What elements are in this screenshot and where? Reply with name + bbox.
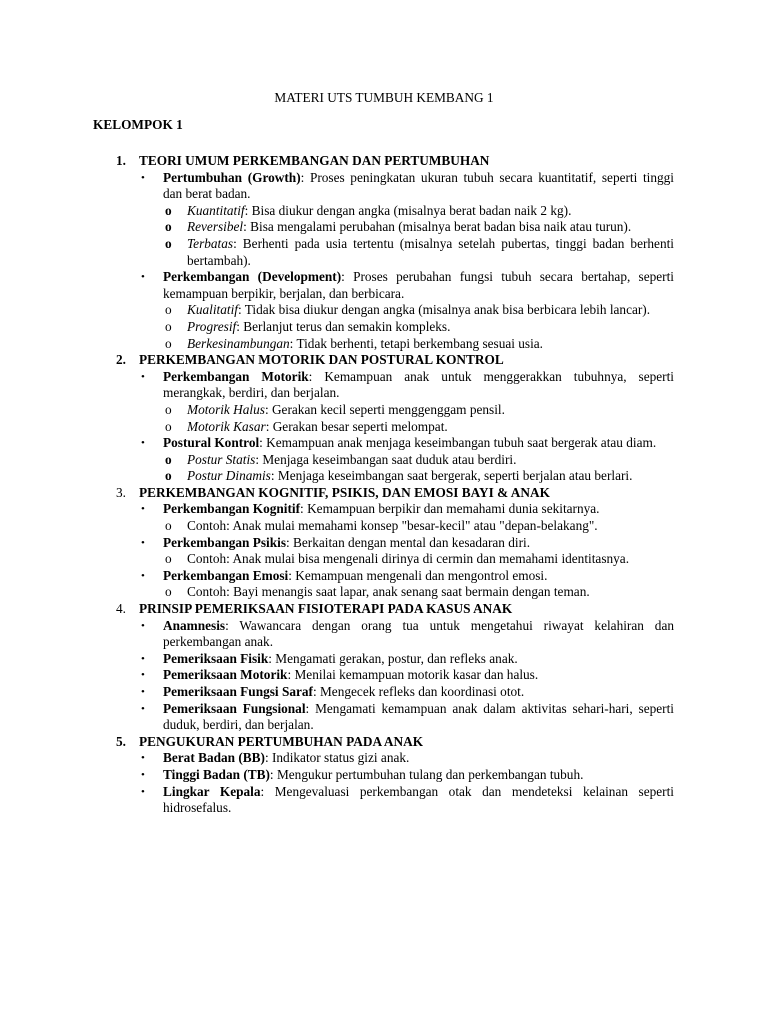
- sub-bullet-marker: o: [165, 468, 172, 484]
- item-term: Pemeriksaan Fisik: [163, 650, 269, 666]
- bullet-marker: •: [141, 171, 145, 184]
- sub-bullet-marker: o: [165, 451, 172, 467]
- section-number: 4.: [116, 601, 126, 617]
- item-term: Lingkar Kepala: [163, 783, 261, 799]
- section-title: PERKEMBANGAN MOTORIK DAN POSTURAL KONTROL: [139, 352, 504, 368]
- sub-bullet-marker: o: [165, 335, 172, 351]
- item-description: : Berkaitan dengan mental dan kesadaran diri.: [286, 534, 531, 550]
- sub-item-description: Contoh: Anak mulai memahami konsep "besar-kecil" atau "depan-belakang".: [187, 518, 598, 534]
- item-description: : Mengevaluasi perkembangan otak dan mendeteksi kelainan seperti hidrosefalus.: [163, 783, 674, 816]
- item-description: : Wawancara dengan orang tua untuk mengetahui riwayat kelahiran dan perkembangan anak.: [163, 617, 674, 650]
- sub-item-description: : Berhenti pada usia tertentu (misalnya setelah pubertas, tinggi badan berhenti bertambah).: [187, 235, 674, 268]
- sub-bullet-marker: o: [165, 418, 172, 434]
- item-description: : Proses perubahan fungsi tubuh secara bertahap, seperti kemampuan berpikir, berjalan, dan berbicara.: [163, 269, 674, 301]
- section-title: PRINSIP PEMERIKSAAN FISIOTERAPI PADA KASUS ANAK: [139, 601, 513, 617]
- sub-bullet-list: [163, 452, 674, 485]
- sub-item-term: Progresif: [187, 318, 237, 334]
- sub-bullet-item: [163, 236, 674, 269]
- section-number: 2.: [116, 352, 126, 368]
- item-description: : Kemampuan anak untuk menggerakkan tubuhnya, seperti merangkak, berdiri, dan berjalan.: [163, 368, 674, 401]
- group-heading: KELOMPOK 1: [93, 117, 183, 132]
- bullet-marker: •: [141, 271, 145, 284]
- sub-item-description: : Bisa diukur dengan angka (misalnya berat badan naik 2 kg).: [244, 202, 572, 218]
- sub-item-term: Postur Dinamis: [187, 468, 271, 484]
- item-term: Pertumbuhan (Growth): [163, 169, 301, 185]
- sub-item-term: Berkesinambungan: [187, 335, 290, 351]
- item-description: : Indikator status gizi anak.: [264, 750, 410, 766]
- sub-bullet-item: [163, 203, 674, 220]
- sub-bullet-item: [163, 402, 674, 419]
- bullet-marker: •: [141, 652, 145, 665]
- sub-item-description: : Berlanjut terus dan semakin kompleks.: [236, 318, 451, 334]
- sub-bullet-marker: o: [165, 235, 172, 251]
- sub-bullet-item: [163, 336, 674, 353]
- item-description: : Kemampuan mengenali dan mengontrol emosi.: [288, 567, 548, 583]
- section-item: [93, 153, 674, 352]
- sub-item-description: : Tidak bisa diukur dengan angka (misalnya anak bisa berbicara lebih lancar).: [237, 302, 651, 318]
- sub-item-description: Contoh: Anak mulai bisa mengenali dirinya di cermin dan memahami identitasnya.: [187, 551, 630, 567]
- bullet-item: [139, 651, 674, 668]
- item-term: Anamnesis: [163, 617, 226, 633]
- sub-bullet-item: [163, 219, 674, 236]
- item-term: Perkembangan Emosi: [163, 567, 289, 583]
- sub-bullet-item: [163, 518, 674, 535]
- section-number: 5.: [116, 733, 126, 749]
- bullet-item: [139, 435, 674, 485]
- item-term: Pemeriksaan Motorik: [163, 667, 288, 683]
- bullet-item: [139, 501, 674, 534]
- bullet-list: [139, 369, 674, 485]
- bullet-marker: •: [141, 370, 145, 383]
- item-term: Perkembangan Psikis: [163, 534, 287, 550]
- sub-bullet-item: [163, 584, 674, 601]
- sub-item-description: : Gerakan kecil seperti menggenggam pensil.: [264, 401, 505, 417]
- sub-item-term: Motorik Halus: [187, 401, 265, 417]
- bullet-list: [139, 618, 674, 734]
- sub-item-term: Motorik Kasar: [187, 418, 266, 434]
- item-term: Perkembangan Motorik: [163, 368, 309, 384]
- bullet-list: [139, 170, 674, 353]
- item-term: Postural Kontrol: [163, 435, 260, 451]
- bullet-item: [139, 667, 674, 684]
- bullet-item: [139, 269, 674, 352]
- item-description: : Mengukur pertumbuhan tulang dan perkembangan tubuh.: [269, 766, 584, 782]
- item-description: : Menilai kemampuan motorik kasar dan halus.: [287, 667, 539, 683]
- section-item: [93, 601, 674, 734]
- sub-bullet-marker: o: [165, 551, 172, 567]
- item-description: : Kemampuan anak menjaga keseimbangan tubuh saat bergerak atau diam.: [259, 435, 657, 451]
- item-term: Tinggi Badan (TB): [163, 766, 270, 782]
- bullet-item: [139, 767, 674, 784]
- sub-bullet-list: [163, 302, 674, 352]
- bullet-item: [139, 369, 674, 435]
- bullet-item: [139, 701, 674, 734]
- bullet-marker: •: [141, 669, 145, 682]
- sub-bullet-item: [163, 302, 674, 319]
- bullet-list: [139, 750, 674, 816]
- section-item: [93, 734, 674, 817]
- sub-item-description: : Menjaga keseimbangan saat duduk atau berdiri.: [255, 451, 517, 467]
- bullet-item: [139, 618, 674, 651]
- bullet-list: [139, 501, 674, 601]
- bullet-marker: •: [141, 503, 145, 516]
- sub-item-description: : Bisa mengalami perubahan (misalnya berat badan bisa naik atau turun).: [243, 219, 632, 235]
- sub-bullet-item: [163, 419, 674, 436]
- sub-item-term: Postur Statis: [187, 451, 256, 467]
- sub-bullet-list: [163, 518, 674, 535]
- section-item: [93, 352, 674, 485]
- bullet-marker: •: [141, 686, 145, 698]
- sub-bullet-item: [163, 468, 674, 485]
- bullet-item: [139, 535, 674, 568]
- bullet-marker: •: [141, 785, 145, 798]
- sub-bullet-marker: o: [165, 584, 172, 600]
- item-term: Perkembangan (Development): [163, 269, 342, 285]
- sub-item-description: : Tidak berhenti, tetapi berkembang sesuai usia.: [289, 335, 544, 351]
- sub-bullet-item: [163, 551, 674, 568]
- section-list: [93, 153, 674, 817]
- sub-item-description: : Gerakan besar seperti melompat.: [265, 418, 448, 434]
- sub-bullet-marker: o: [165, 202, 172, 218]
- item-description: : Kemampuan berpikir dan memahami dunia sekitarnya.: [300, 501, 600, 517]
- bullet-item: [139, 684, 674, 701]
- bullet-marker: •: [141, 536, 145, 549]
- section-number: 1.: [116, 153, 126, 168]
- item-description: : Mengecek refleks dan koordinasi otot.: [312, 684, 525, 699]
- item-term: Pemeriksaan Fungsional: [163, 700, 306, 716]
- section-title: TEORI UMUM PERKEMBANGAN DAN PERTUMBUHAN: [139, 153, 490, 168]
- sub-bullet-list: [163, 203, 674, 269]
- document-body: [93, 153, 674, 817]
- sub-bullet-marker: o: [165, 401, 172, 417]
- bullet-item: [139, 784, 674, 817]
- bullet-marker: •: [141, 768, 145, 781]
- item-term: Perkembangan Kognitif: [163, 501, 301, 517]
- sub-bullet-list: [163, 584, 674, 601]
- item-description: : Proses peningkatan ukuran tubuh secara kuantitatif, seperti tinggi dan berat badan.: [163, 169, 674, 202]
- sub-bullet-list: [163, 551, 674, 568]
- bullet-marker: •: [141, 619, 145, 632]
- bullet-item: [139, 568, 674, 601]
- sub-item-term: Reversibel: [187, 219, 244, 235]
- sub-bullet-marker: o: [165, 518, 172, 534]
- bullet-item: [139, 170, 674, 270]
- section-title: PENGUKURAN PERTUMBUHAN PADA ANAK: [139, 733, 424, 749]
- item-term: Berat Badan (BB): [163, 750, 265, 766]
- document-title: MATERI UTS TUMBUH KEMBANG 1: [274, 90, 494, 105]
- item-term: Pemeriksaan Fungsi Saraf: [163, 684, 313, 699]
- sub-item-description: Contoh: Bayi menangis saat lapar, anak senang saat bermain dengan teman.: [187, 584, 590, 600]
- sub-bullet-list: [163, 402, 674, 435]
- bullet-marker: •: [141, 752, 145, 765]
- sub-item-description: : Menjaga keseimbangan saat bergerak, seperti berjalan atau berlari.: [270, 468, 633, 484]
- sub-bullet-marker: o: [165, 318, 172, 334]
- bullet-marker: •: [141, 569, 145, 582]
- bullet-marker: •: [141, 437, 145, 450]
- sub-bullet-item: [163, 319, 674, 336]
- bullet-item: [139, 750, 674, 767]
- sub-item-term: Kualitatif: [187, 302, 238, 318]
- sub-bullet-marker: o: [165, 302, 172, 318]
- sub-item-term: Kuantitatif: [187, 202, 245, 218]
- item-description: : Mengamati kemampuan anak dalam aktivitas sehari-hari, seperti duduk, berdiri, dan berjalan.: [163, 700, 674, 733]
- sub-bullet-marker: o: [165, 219, 172, 235]
- section-item: [93, 485, 674, 601]
- sub-bullet-item: [163, 452, 674, 469]
- section-title: PERKEMBANGAN KOGNITIF, PSIKIS, DAN EMOSI BAYI & ANAK: [139, 484, 550, 500]
- item-description: : Mengamati gerakan, postur, dan refleks anak.: [268, 650, 518, 666]
- section-number: 3.: [116, 484, 126, 500]
- bullet-marker: •: [141, 702, 145, 715]
- sub-item-term: Terbatas: [187, 235, 234, 251]
